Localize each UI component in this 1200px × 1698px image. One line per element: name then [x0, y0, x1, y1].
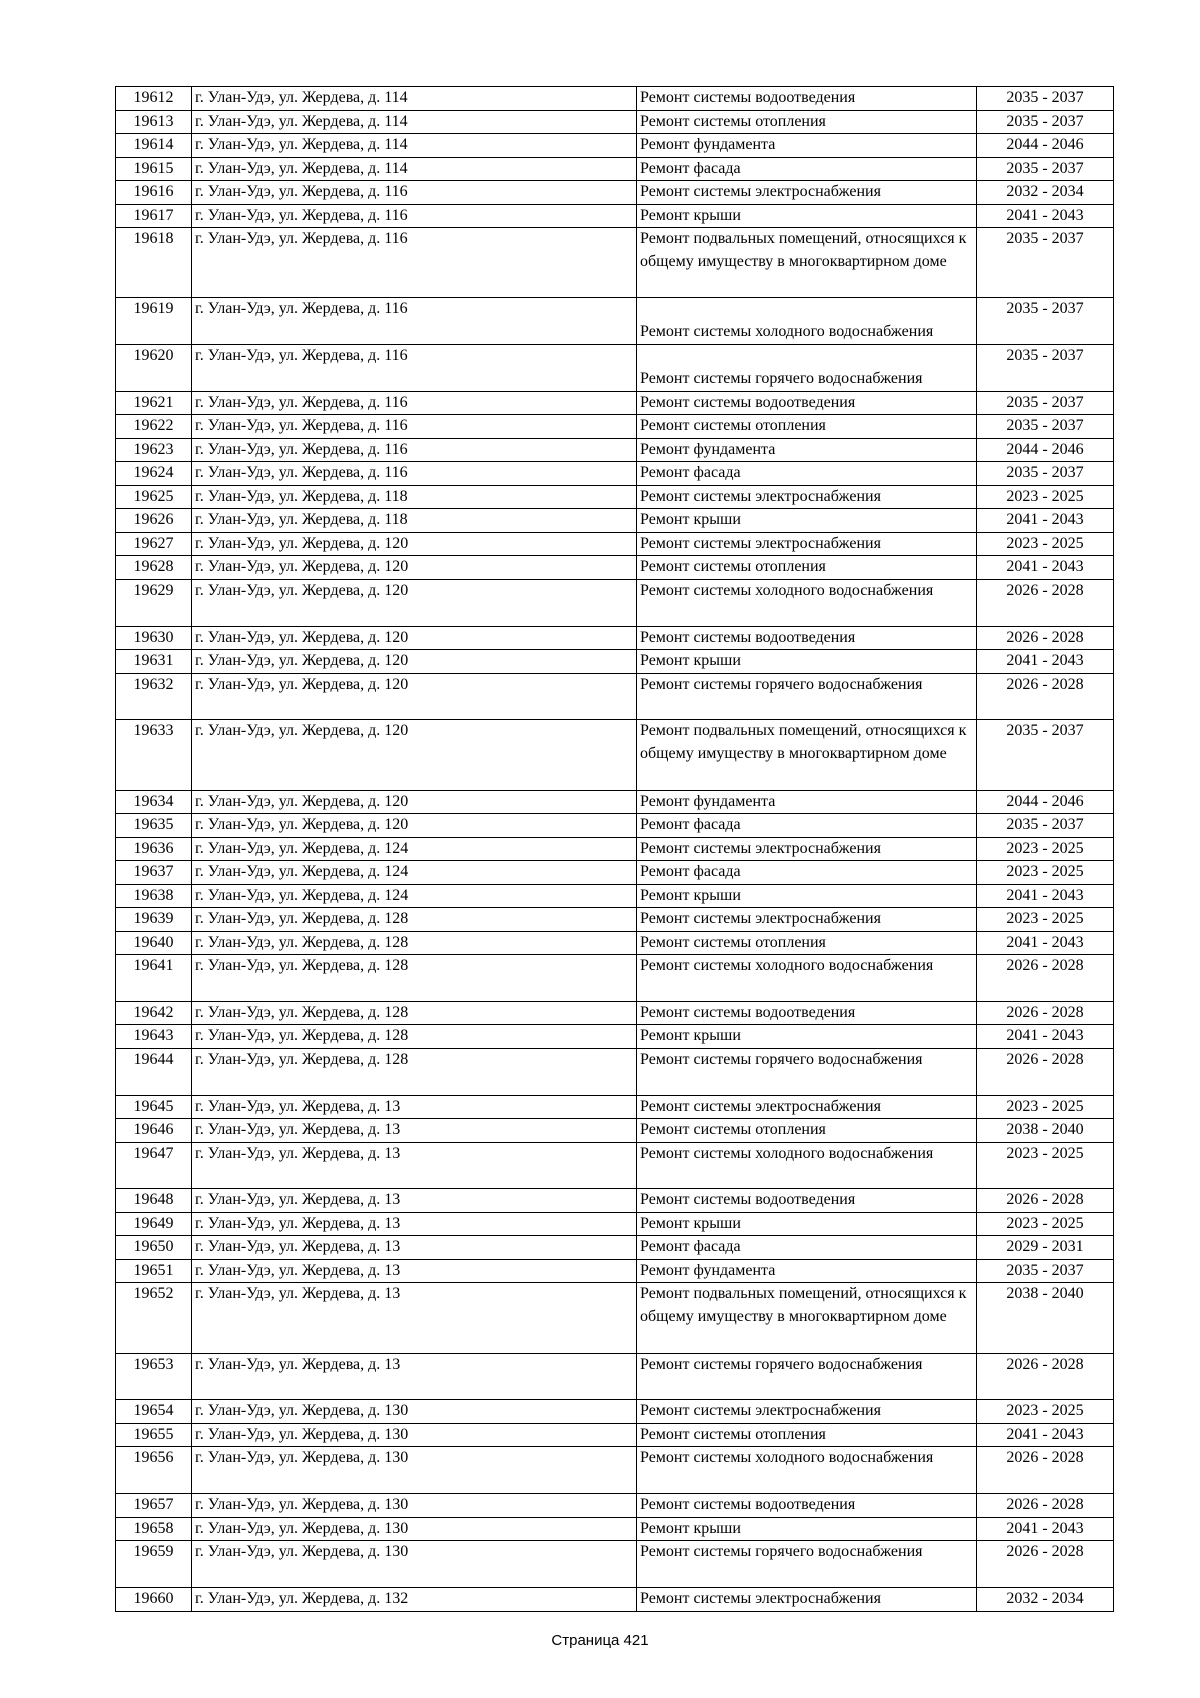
row-number-cell: 19625: [116, 485, 192, 509]
row-number-cell: 19633: [116, 720, 192, 790]
table-row: [116, 861, 1114, 885]
period-cell: 2026 - 2028: [977, 626, 1114, 650]
work-type-cell: Ремонт крыши: [637, 1212, 977, 1236]
work-type-cell: Ремонт фундамента: [637, 438, 977, 462]
work-type-cell: Ремонт подвальных помещений, относящихся к общему имуществу в многоквартирном доме: [637, 720, 977, 790]
table-row: [116, 532, 1114, 556]
table-row: [116, 1588, 1114, 1612]
table-row: [116, 1095, 1114, 1119]
row-number-cell: 19618: [116, 228, 192, 298]
table-row: [116, 1189, 1114, 1213]
table-row: [116, 1001, 1114, 1025]
period-cell: 2026 - 2028: [977, 1189, 1114, 1213]
address-cell: г. Улан-Удэ, ул. Жердева, д. 120: [192, 720, 637, 790]
address-cell: г. Улан-Удэ, ул. Жердева, д. 124: [192, 884, 637, 908]
address-cell: г. Улан-Удэ, ул. Жердева, д. 120: [192, 650, 637, 674]
work-type-cell: Ремонт системы водоотведения: [637, 1001, 977, 1025]
row-number-cell: 19622: [116, 415, 192, 439]
address-cell: г. Улан-Удэ, ул. Жердева, д. 13: [192, 1095, 637, 1119]
table-row: [116, 650, 1114, 674]
address-cell: г. Улан-Удэ, ул. Жердева, д. 116: [192, 391, 637, 415]
table-row: [116, 814, 1114, 838]
period-cell: 2035 - 2037: [977, 344, 1114, 391]
period-cell: 2026 - 2028: [977, 579, 1114, 626]
period-cell: 2044 - 2046: [977, 790, 1114, 814]
work-type-cell: Ремонт системы горячего водоснабжения: [637, 1353, 977, 1400]
address-cell: г. Улан-Удэ, ул. Жердева, д. 13: [192, 1259, 637, 1283]
period-cell: 2041 - 2043: [977, 1025, 1114, 1049]
work-type-cell: Ремонт фасада: [637, 1236, 977, 1260]
address-cell: г. Улан-Удэ, ул. Жердева, д. 120: [192, 556, 637, 580]
row-number-cell: 19647: [116, 1142, 192, 1189]
work-type-cell: Ремонт системы электроснабжения: [637, 908, 977, 932]
address-cell: г. Улан-Удэ, ул. Жердева, д. 118: [192, 485, 637, 509]
work-type-cell: Ремонт системы отопления: [637, 556, 977, 580]
table-row: [116, 837, 1114, 861]
work-type-cell: Ремонт системы горячего водоснабжения: [637, 1048, 977, 1095]
table-row: [116, 579, 1114, 626]
row-number-cell: 19649: [116, 1212, 192, 1236]
work-type-cell: Ремонт системы горячего водоснабжения: [637, 1541, 977, 1588]
table-row: [116, 298, 1114, 345]
work-type-cell: Ремонт системы электроснабжения: [637, 1588, 977, 1612]
work-type-cell: Ремонт фундамента: [637, 790, 977, 814]
address-cell: г. Улан-Удэ, ул. Жердева, д. 13: [192, 1212, 637, 1236]
table-row: [116, 673, 1114, 720]
address-cell: г. Улан-Удэ, ул. Жердева, д. 116: [192, 298, 637, 345]
address-cell: г. Улан-Удэ, ул. Жердева, д. 116: [192, 438, 637, 462]
table-row: [116, 438, 1114, 462]
row-number-cell: 19634: [116, 790, 192, 814]
work-type-cell: Ремонт крыши: [637, 509, 977, 533]
row-number-cell: 19656: [116, 1447, 192, 1494]
work-type-cell: Ремонт фундамента: [637, 134, 977, 158]
table-row: [116, 1400, 1114, 1424]
period-cell: 2023 - 2025: [977, 1142, 1114, 1189]
table-row: [116, 556, 1114, 580]
table-row: [116, 134, 1114, 158]
work-type-cell: Ремонт фасада: [637, 157, 977, 181]
row-number-cell: 19643: [116, 1025, 192, 1049]
address-cell: г. Улан-Удэ, ул. Жердева, д. 114: [192, 157, 637, 181]
work-type-cell: Ремонт фундамента: [637, 1259, 977, 1283]
work-type-cell: Ремонт системы отопления: [637, 415, 977, 439]
table-row: [116, 1212, 1114, 1236]
work-type-cell: Ремонт фасада: [637, 814, 977, 838]
work-type-cell: Ремонт системы отопления: [637, 1119, 977, 1143]
table-row: [116, 626, 1114, 650]
row-number-cell: 19640: [116, 931, 192, 955]
work-type-cell: Ремонт системы холодного водоснабжения: [637, 298, 977, 345]
work-type-cell: Ремонт системы водоотведения: [637, 626, 977, 650]
period-cell: 2041 - 2043: [977, 1423, 1114, 1447]
row-number-cell: 19644: [116, 1048, 192, 1095]
row-number-cell: 19616: [116, 181, 192, 205]
row-number-cell: 19659: [116, 1541, 192, 1588]
row-number-cell: 19652: [116, 1283, 192, 1353]
period-cell: 2032 - 2034: [977, 1588, 1114, 1612]
table-row: [116, 415, 1114, 439]
table-body: [116, 87, 1114, 1612]
address-cell: г. Улан-Удэ, ул. Жердева, д. 114: [192, 134, 637, 158]
row-number-cell: 19631: [116, 650, 192, 674]
address-cell: г. Улан-Удэ, ул. Жердева, д. 128: [192, 1048, 637, 1095]
work-type-cell: Ремонт системы водоотведения: [637, 391, 977, 415]
address-cell: г. Улан-Удэ, ул. Жердева, д. 130: [192, 1400, 637, 1424]
work-type-cell: Ремонт системы горячего водоснабжения: [637, 344, 977, 391]
row-number-cell: 19620: [116, 344, 192, 391]
row-number-cell: 19654: [116, 1400, 192, 1424]
address-cell: г. Улан-Удэ, ул. Жердева, д. 116: [192, 344, 637, 391]
address-cell: г. Улан-Удэ, ул. Жердева, д. 120: [192, 532, 637, 556]
period-cell: 2026 - 2028: [977, 955, 1114, 1002]
period-cell: 2023 - 2025: [977, 1212, 1114, 1236]
table-row: [116, 1517, 1114, 1541]
row-number-cell: 19660: [116, 1588, 192, 1612]
period-cell: 2041 - 2043: [977, 556, 1114, 580]
period-cell: 2035 - 2037: [977, 415, 1114, 439]
row-number-cell: 19657: [116, 1494, 192, 1518]
work-type-cell: Ремонт системы водоотведения: [637, 1189, 977, 1213]
table-row: [116, 462, 1114, 486]
table-row: [116, 884, 1114, 908]
period-cell: 2023 - 2025: [977, 837, 1114, 861]
table-row: [116, 955, 1114, 1002]
table-row: [116, 344, 1114, 391]
address-cell: г. Улан-Удэ, ул. Жердева, д. 128: [192, 1001, 637, 1025]
table-row: [116, 1494, 1114, 1518]
row-number-cell: 19626: [116, 509, 192, 533]
work-type-cell: Ремонт системы электроснабжения: [637, 1095, 977, 1119]
table-row: [116, 1423, 1114, 1447]
table-row: [116, 181, 1114, 205]
row-number-cell: 19614: [116, 134, 192, 158]
table-row: [116, 509, 1114, 533]
row-number-cell: 19639: [116, 908, 192, 932]
address-cell: г. Улан-Удэ, ул. Жердева, д. 13: [192, 1283, 637, 1353]
work-type-cell: Ремонт системы электроснабжения: [637, 181, 977, 205]
work-type-cell: Ремонт фасада: [637, 462, 977, 486]
period-cell: 2023 - 2025: [977, 908, 1114, 932]
period-cell: 2035 - 2037: [977, 462, 1114, 486]
work-type-cell: Ремонт системы горячего водоснабжения: [637, 673, 977, 720]
table-row: [116, 391, 1114, 415]
work-type-cell: Ремонт системы холодного водоснабжения: [637, 955, 977, 1002]
address-cell: г. Улан-Удэ, ул. Жердева, д. 130: [192, 1541, 637, 1588]
period-cell: 2023 - 2025: [977, 532, 1114, 556]
work-type-cell: Ремонт системы электроснабжения: [637, 532, 977, 556]
period-cell: 2041 - 2043: [977, 650, 1114, 674]
period-cell: 2035 - 2037: [977, 814, 1114, 838]
work-type-cell: Ремонт крыши: [637, 884, 977, 908]
row-number-cell: 19651: [116, 1259, 192, 1283]
table-row: [116, 485, 1114, 509]
address-cell: г. Улан-Удэ, ул. Жердева, д. 13: [192, 1142, 637, 1189]
address-cell: г. Улан-Удэ, ул. Жердева, д. 13: [192, 1353, 637, 1400]
work-type-cell: Ремонт подвальных помещений, относящихся к общему имуществу в многоквартирном доме: [637, 228, 977, 298]
period-cell: 2035 - 2037: [977, 298, 1114, 345]
address-cell: г. Улан-Удэ, ул. Жердева, д. 124: [192, 837, 637, 861]
table-row: [116, 931, 1114, 955]
row-number-cell: 19619: [116, 298, 192, 345]
period-cell: 2026 - 2028: [977, 1447, 1114, 1494]
table-row: [116, 1142, 1114, 1189]
address-cell: г. Улан-Удэ, ул. Жердева, д. 118: [192, 509, 637, 533]
period-cell: 2023 - 2025: [977, 861, 1114, 885]
row-number-cell: 19635: [116, 814, 192, 838]
row-number-cell: 19628: [116, 556, 192, 580]
address-cell: г. Улан-Удэ, ул. Жердева, д. 130: [192, 1517, 637, 1541]
table-row: [116, 1025, 1114, 1049]
work-type-cell: Ремонт крыши: [637, 1517, 977, 1541]
address-cell: г. Улан-Удэ, ул. Жердева, д. 120: [192, 790, 637, 814]
work-type-cell: Ремонт системы водоотведения: [637, 87, 977, 111]
period-cell: 2041 - 2043: [977, 931, 1114, 955]
address-cell: г. Улан-Удэ, ул. Жердева, д. 116: [192, 181, 637, 205]
works-table: [115, 86, 1114, 1612]
row-number-cell: 19617: [116, 204, 192, 228]
work-type-cell: Ремонт крыши: [637, 204, 977, 228]
period-cell: 2035 - 2037: [977, 87, 1114, 111]
row-number-cell: 19623: [116, 438, 192, 462]
work-type-cell: Ремонт системы отопления: [637, 931, 977, 955]
address-cell: г. Улан-Удэ, ул. Жердева, д. 114: [192, 87, 637, 111]
period-cell: 2035 - 2037: [977, 1259, 1114, 1283]
work-type-cell: Ремонт системы отопления: [637, 1423, 977, 1447]
address-cell: г. Улан-Удэ, ул. Жердева, д. 120: [192, 579, 637, 626]
address-cell: г. Улан-Удэ, ул. Жердева, д. 116: [192, 415, 637, 439]
row-number-cell: 19650: [116, 1236, 192, 1260]
table-row: [116, 1259, 1114, 1283]
table-row: [116, 1353, 1114, 1400]
address-cell: г. Улан-Удэ, ул. Жердева, д. 120: [192, 814, 637, 838]
table-row: [116, 1541, 1114, 1588]
period-cell: 2029 - 2031: [977, 1236, 1114, 1260]
table-row: [116, 720, 1114, 790]
row-number-cell: 19621: [116, 391, 192, 415]
period-cell: 2026 - 2028: [977, 1541, 1114, 1588]
row-number-cell: 19655: [116, 1423, 192, 1447]
row-number-cell: 19642: [116, 1001, 192, 1025]
table-row: [116, 204, 1114, 228]
row-number-cell: 19638: [116, 884, 192, 908]
row-number-cell: 19653: [116, 1353, 192, 1400]
table-row: [116, 1447, 1114, 1494]
row-number-cell: 19612: [116, 87, 192, 111]
table-row: [116, 87, 1114, 111]
period-cell: 2041 - 2043: [977, 204, 1114, 228]
work-type-cell: Ремонт системы холодного водоснабжения: [637, 1447, 977, 1494]
period-cell: 2044 - 2046: [977, 438, 1114, 462]
period-cell: 2035 - 2037: [977, 391, 1114, 415]
period-cell: 2026 - 2028: [977, 1001, 1114, 1025]
work-type-cell: Ремонт фасада: [637, 861, 977, 885]
period-cell: 2038 - 2040: [977, 1119, 1114, 1143]
period-cell: 2041 - 2043: [977, 1517, 1114, 1541]
row-number-cell: 19629: [116, 579, 192, 626]
work-type-cell: Ремонт крыши: [637, 650, 977, 674]
period-cell: 2041 - 2043: [977, 509, 1114, 533]
table-row: [116, 110, 1114, 134]
period-cell: 2026 - 2028: [977, 1048, 1114, 1095]
row-number-cell: 19627: [116, 532, 192, 556]
address-cell: г. Улан-Удэ, ул. Жердева, д. 130: [192, 1423, 637, 1447]
table-row: [116, 157, 1114, 181]
work-type-cell: Ремонт системы электроснабжения: [637, 485, 977, 509]
period-cell: 2026 - 2028: [977, 1494, 1114, 1518]
address-cell: г. Улан-Удэ, ул. Жердева, д. 128: [192, 908, 637, 932]
address-cell: г. Улан-Удэ, ул. Жердева, д. 13: [192, 1189, 637, 1213]
row-number-cell: 19641: [116, 955, 192, 1002]
work-type-cell: Ремонт крыши: [637, 1025, 977, 1049]
address-cell: г. Улан-Удэ, ул. Жердева, д. 13: [192, 1119, 637, 1143]
work-type-cell: Ремонт подвальных помещений, относящихся к общему имуществу в многоквартирном доме: [637, 1283, 977, 1353]
period-cell: 2044 - 2046: [977, 134, 1114, 158]
row-number-cell: 19613: [116, 110, 192, 134]
row-number-cell: 19648: [116, 1189, 192, 1213]
row-number-cell: 19637: [116, 861, 192, 885]
address-cell: г. Улан-Удэ, ул. Жердева, д. 114: [192, 110, 637, 134]
period-cell: 2038 - 2040: [977, 1283, 1114, 1353]
table-row: [116, 908, 1114, 932]
address-cell: г. Улан-Удэ, ул. Жердева, д. 124: [192, 861, 637, 885]
period-cell: 2035 - 2037: [977, 228, 1114, 298]
address-cell: г. Улан-Удэ, ул. Жердева, д. 132: [192, 1588, 637, 1612]
period-cell: 2026 - 2028: [977, 673, 1114, 720]
row-number-cell: 19632: [116, 673, 192, 720]
row-number-cell: 19630: [116, 626, 192, 650]
work-type-cell: Ремонт системы холодного водоснабжения: [637, 1142, 977, 1189]
row-number-cell: 19624: [116, 462, 192, 486]
work-type-cell: Ремонт системы электроснабжения: [637, 1400, 977, 1424]
period-cell: 2035 - 2037: [977, 157, 1114, 181]
table-row: [116, 1236, 1114, 1260]
period-cell: 2035 - 2037: [977, 720, 1114, 790]
address-cell: г. Улан-Удэ, ул. Жердева, д. 128: [192, 955, 637, 1002]
work-type-cell: Ремонт системы электроснабжения: [637, 837, 977, 861]
row-number-cell: 19645: [116, 1095, 192, 1119]
address-cell: г. Улан-Удэ, ул. Жердева, д. 128: [192, 931, 637, 955]
work-type-cell: Ремонт системы водоотведения: [637, 1494, 977, 1518]
period-cell: 2032 - 2034: [977, 181, 1114, 205]
page-number: Страница 421: [551, 1632, 649, 1649]
table-row: [116, 1119, 1114, 1143]
table-row: [116, 1048, 1114, 1095]
address-cell: г. Улан-Удэ, ул. Жердева, д. 116: [192, 228, 637, 298]
row-number-cell: 19636: [116, 837, 192, 861]
row-number-cell: 19615: [116, 157, 192, 181]
address-cell: г. Улан-Удэ, ул. Жердева, д. 128: [192, 1025, 637, 1049]
table-row: [116, 790, 1114, 814]
period-cell: 2023 - 2025: [977, 485, 1114, 509]
address-cell: г. Улан-Удэ, ул. Жердева, д. 116: [192, 462, 637, 486]
row-number-cell: 19658: [116, 1517, 192, 1541]
address-cell: г. Улан-Удэ, ул. Жердева, д. 130: [192, 1494, 637, 1518]
period-cell: 2041 - 2043: [977, 884, 1114, 908]
address-cell: г. Улан-Удэ, ул. Жердева, д. 130: [192, 1447, 637, 1494]
period-cell: 2035 - 2037: [977, 110, 1114, 134]
row-number-cell: 19646: [116, 1119, 192, 1143]
work-type-cell: Ремонт системы отопления: [637, 110, 977, 134]
address-cell: г. Улан-Удэ, ул. Жердева, д. 13: [192, 1236, 637, 1260]
address-cell: г. Улан-Удэ, ул. Жердева, д. 116: [192, 204, 637, 228]
table-row: [116, 228, 1114, 298]
table-row: [116, 1283, 1114, 1353]
address-cell: г. Улан-Удэ, ул. Жердева, д. 120: [192, 626, 637, 650]
period-cell: 2023 - 2025: [977, 1400, 1114, 1424]
period-cell: 2026 - 2028: [977, 1353, 1114, 1400]
work-type-cell: Ремонт системы холодного водоснабжения: [637, 579, 977, 626]
address-cell: г. Улан-Удэ, ул. Жердева, д. 120: [192, 673, 637, 720]
period-cell: 2023 - 2025: [977, 1095, 1114, 1119]
